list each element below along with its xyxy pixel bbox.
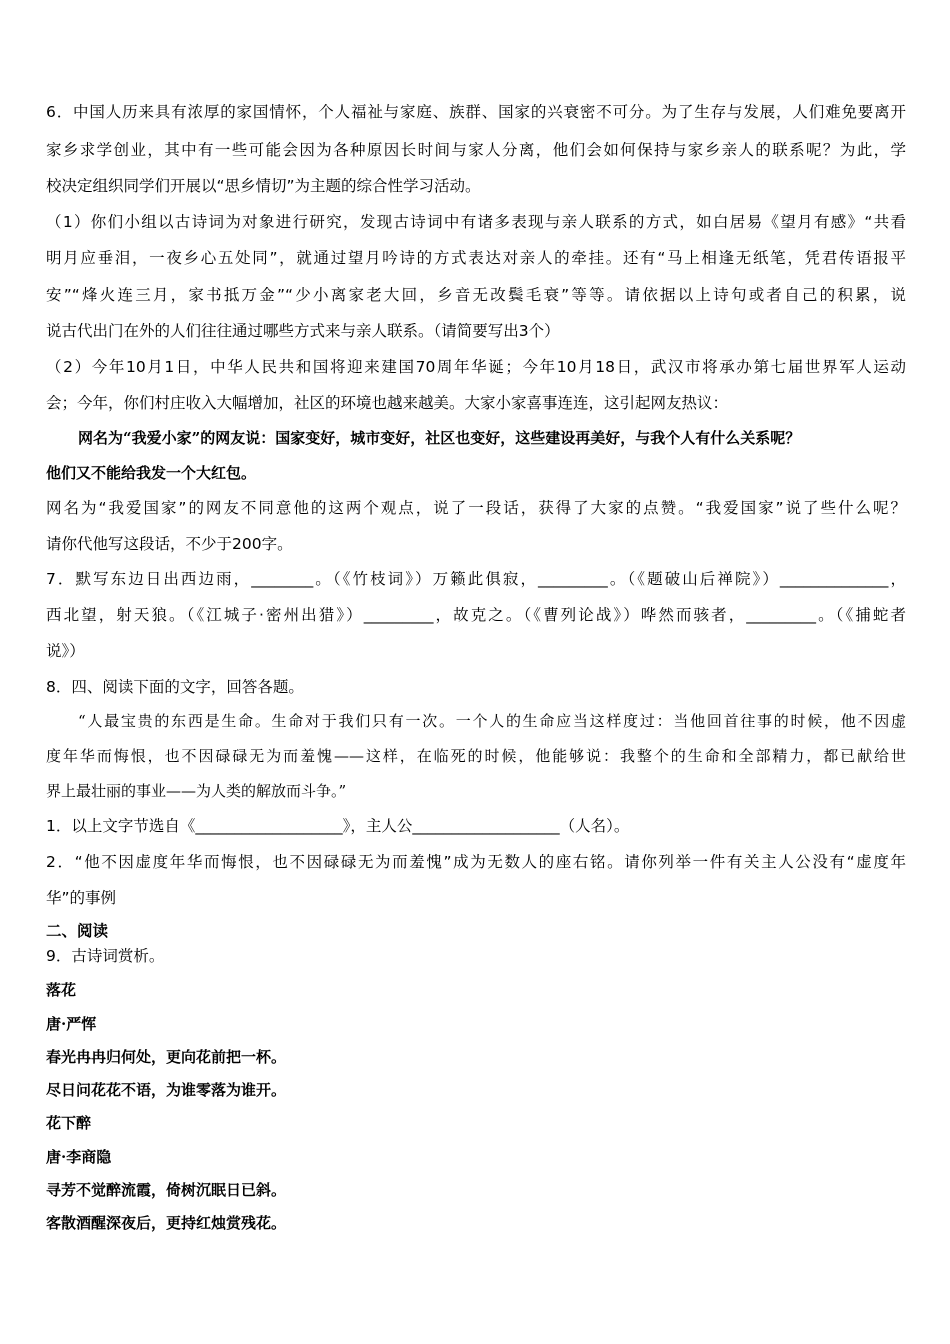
q6-part1-line-1: （1）你们小组以古诗词为对象进行研究，发现古诗词中有诸多表现与亲人联系的方式，如白居易《望月有感》“共看 — [46, 213, 906, 231]
q8-sub2-line-2: 华”的事例 — [46, 889, 117, 907]
q6-part2-line-4: 请你代他写这段话，不少于200字。 — [46, 535, 293, 553]
netizen-quote-line-1: 网名为“我爱小家”的网友说：国家变好，城市变好，社区也变好，这些建设再美好，与我个人有什么关系呢？ — [78, 429, 801, 447]
q6-part1-line-3: 安”“烽火连三月，家书抵万金”“少小离家老大回，乡音无改鬓毛衰”等等。请依据以上诗句或者自己的积累，说 — [46, 286, 906, 304]
q8-passage-line-2: 度年华而悔恨，也不因碌碌无为而羞愧——这样，在临死的时候，他能够说：我整个的生命和全部精力，都已献给世 — [46, 747, 906, 765]
q8-heading: 8．四、阅读下面的文字，回答各题。 — [46, 678, 304, 696]
poem1-author: 唐·严恽 — [46, 1015, 97, 1033]
poem2-title: 花下醉 — [46, 1114, 92, 1132]
q6-part2-line-2: 会；今年，你们村庄收入大幅增加，社区的环境也越来越美。大家小家喜事连连，这引起网友热议： — [46, 394, 729, 412]
q7-line-3: 说》） — [46, 642, 85, 660]
q6-text-line-3: 校决定组织同学们开展以“思乡情切”为主题的综合性学习活动。 — [46, 177, 481, 195]
poem1-title: 落花 — [46, 981, 77, 999]
poem2-line-2: 客散酒醒深夜后，更持红烛赏残花。 — [46, 1214, 287, 1232]
poem1-line-1: 春光冉冉归何处，更向花前把一杯。 — [46, 1048, 287, 1066]
poem1-line-2: 尽日问花花不语，为谁零落为谁开。 — [46, 1081, 287, 1099]
poem2-line-1: 寻芳不觉醉流霞，倚树沉眠日已斜。 — [46, 1181, 287, 1199]
section-heading-reading: 二、阅读 — [46, 922, 109, 940]
q6-part1-line-4: 说古代出门在外的人们往往通过哪些方式来与亲人联系。（请简要写出3个） — [46, 322, 560, 340]
q8-sub1: 1．以上文字节选自《___________________》，主人公___________________（人名）。 — [46, 817, 630, 835]
q8-passage-line-3: 界上最壮丽的事业——为人类的解放而斗争。” — [46, 782, 347, 800]
q6-part2-line-3: 网名为“我爱国家”的网友不同意他的这两个观点，说了一段话，获得了大家的点赞。“我爱国家”说了些什么呢？ — [46, 499, 906, 517]
q6-text-line-1: 6．中国人历来具有浓厚的家国情怀，个人福祉与家庭、族群、国家的兴衰密不可分。为了生存与发展，人们难免要离开 — [46, 103, 906, 121]
q8-sub2-line-1: 2．“他不因虚度年华而悔恨，也不因碌碌无为而羞愧”成为无数人的座右铭。请你列举一件有关主人公没有“虚度年 — [46, 853, 906, 871]
poem2-author: 唐·李商隐 — [46, 1148, 112, 1166]
q9-heading: 9．古诗词赏析。 — [46, 947, 165, 965]
q7-line-2: 西北望，射天狼。（《江城子·密州出猎》）_________，故克之。（《曹列论战》）哗然而骇者，_________。（《捕蛇者 — [46, 606, 906, 624]
q8-passage-line-1: “人最宝贵的东西是生命。生命对于我们只有一次。一个人的生命应当这样度过：当他回首往事的时候，他不因虚 — [78, 712, 906, 730]
q7-line-1: 7．默写东边日出西边雨，________。（《竹枝词》）万籁此俱寂，_________。（《题破山后禅院》）______________， — [46, 570, 906, 588]
q6-part2-line-1: （2）今年10月1日，中华人民共和国将迎来建国70周年华诞；今年10月18日，武汉市将承办第七届世界军人运动 — [46, 358, 906, 376]
q6-text-line-2: 家乡求学创业，其中有一些可能会因为各种原因长时间与家人分离，他们会如何保持与家乡亲人的联系呢？为此，学 — [46, 141, 906, 159]
q6-part1-line-2: 明月应垂泪，一夜乡心五处同”，就通过望月吟诗的方式表达对亲人的牵挂。还有“马上相逢无纸笔，凭君传语报平 — [46, 249, 906, 267]
netizen-quote-line-2: 他们又不能给我发一个大红包。 — [46, 464, 257, 482]
